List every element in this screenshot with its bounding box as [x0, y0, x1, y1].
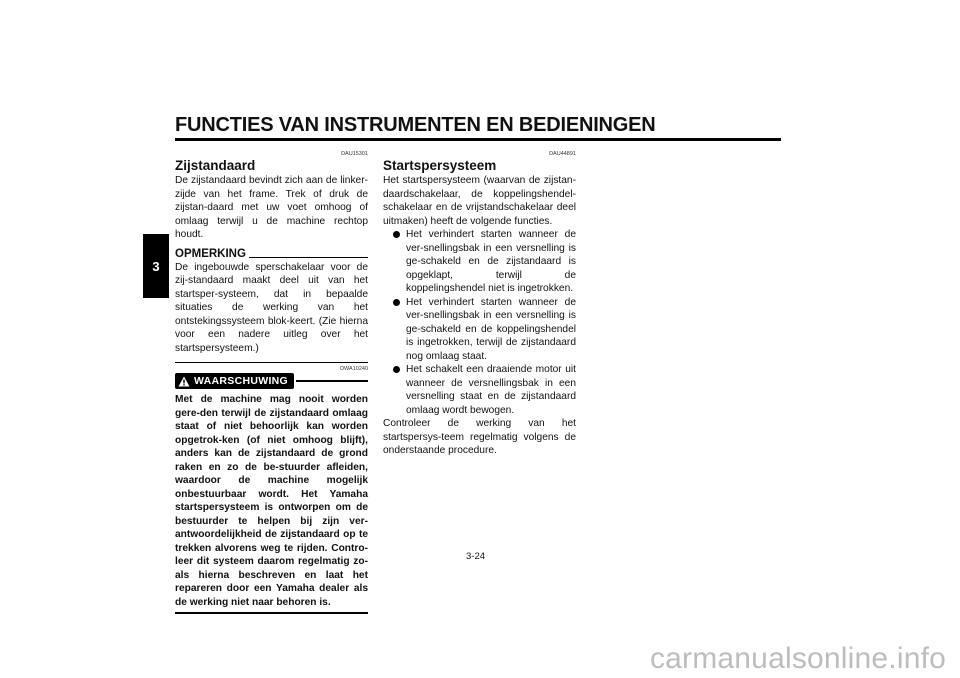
note-title: OPMERKING [175, 247, 246, 260]
watermark: carmanualsonline.info [649, 642, 946, 675]
warning-triangle-icon [178, 376, 190, 387]
function-list [383, 228, 576, 417]
note-bottom-rule [175, 362, 368, 363]
warning-label: WAARSCHUWING [194, 375, 289, 387]
warning-bottom-rule [175, 612, 368, 614]
section-outro: Controleer de werking van het startspersys-teem regelmatig volgens de onderstaande procedure. [383, 418, 576, 456]
list-item-text: Het schakelt een draaiende motor uit wanneer de versnellingsbak in een versnelling staat en de zijstandaard omlaag wordt bewogen. [406, 364, 576, 416]
page-title: FUNCTIES VAN INSTRUMENTEN EN BEDIENINGEN [175, 114, 656, 136]
left-column [175, 150, 368, 614]
section-code: DAU44891 [549, 151, 576, 157]
list-item-text: Het verhindert starten wanneer de ver-snellingsbak in een versnelling is ge-schakeld en de zijstandaard is opgeklapt, terwijl de koppelingshendel niet is ingetrokken. [406, 229, 576, 294]
section-heading-startspersysteem: Startspersysteem [383, 158, 497, 173]
warning-block [175, 365, 368, 614]
bullet-icon [393, 231, 400, 238]
warning-text: Met de machine mag nooit worden gere-den terwijl de zijstandaard omlaag staat of niet behoorlijk kan worden opgetrok-ken (of niet omhoog blijft), anders kan de zijstandaard de grond raken en zo de be-stuurder afleiden, waardoor de machine mogelijk onbestuurbaar wordt. Het Yamaha startspersysteem is ontworpen om de bestuurder te helpen bij zijn ver-antwoordelijkheid de zijstandaard op te trekken alvorens weg te rijden. Contro-leer dit systeem daarom regelmatig zo-als hierna beschreven en laat het repareren door een Yamaha dealer als de werking niet naar behoren is. [175, 394, 368, 608]
warning-label-box [175, 373, 294, 389]
list-item [383, 228, 576, 296]
note-header [175, 247, 368, 261]
note-text: De ingebouwde sperschakelaar voor de zij-standaard maakt deel uit van het startsper-systeem, dat in bepaalde situaties de werking van het ontstekingssysteem blok-keert. (Zie hierna voor een nadere uitleg over het startspersysteem.) [175, 261, 368, 354]
bullet-icon [393, 366, 400, 373]
list-item-text: Het verhindert starten wanneer de ver-snellingsbak in een versnelling is ge-schakeld en de koppelingshendel is ingetrokken, terwijl de zijstandaard nog omlaag staat. [406, 296, 576, 362]
section-paragraph: De zijstandaard bevindt zich aan de linker-zijde van het frame. Trek of druk de zijstan-daard met uw voet omhoog of omlaag terwijl u de machine rechtop houdt. [175, 175, 368, 240]
section-code: DAU15301 [341, 151, 368, 157]
header-rule [175, 138, 781, 141]
chapter-tab: 3 [143, 234, 169, 298]
section-intro: Het startspersysteem (waarvan de zijstan-daardschakelaar, de koppelingshendel-schakelaar en de vrijstandschakelaar deel uitmaken) heeft de volgende functies. [383, 175, 576, 227]
note-rule [249, 257, 368, 258]
page-number: 3-24 [466, 551, 486, 562]
right-column [383, 150, 576, 458]
bullet-icon [393, 299, 400, 306]
warning-rule [296, 380, 368, 382]
list-item [383, 296, 576, 364]
list-item [383, 363, 576, 417]
warning-header [175, 373, 368, 389]
section-heading-zijstandaard: Zijstandaard [175, 158, 256, 173]
warning-code: DWA10240 [340, 366, 368, 372]
